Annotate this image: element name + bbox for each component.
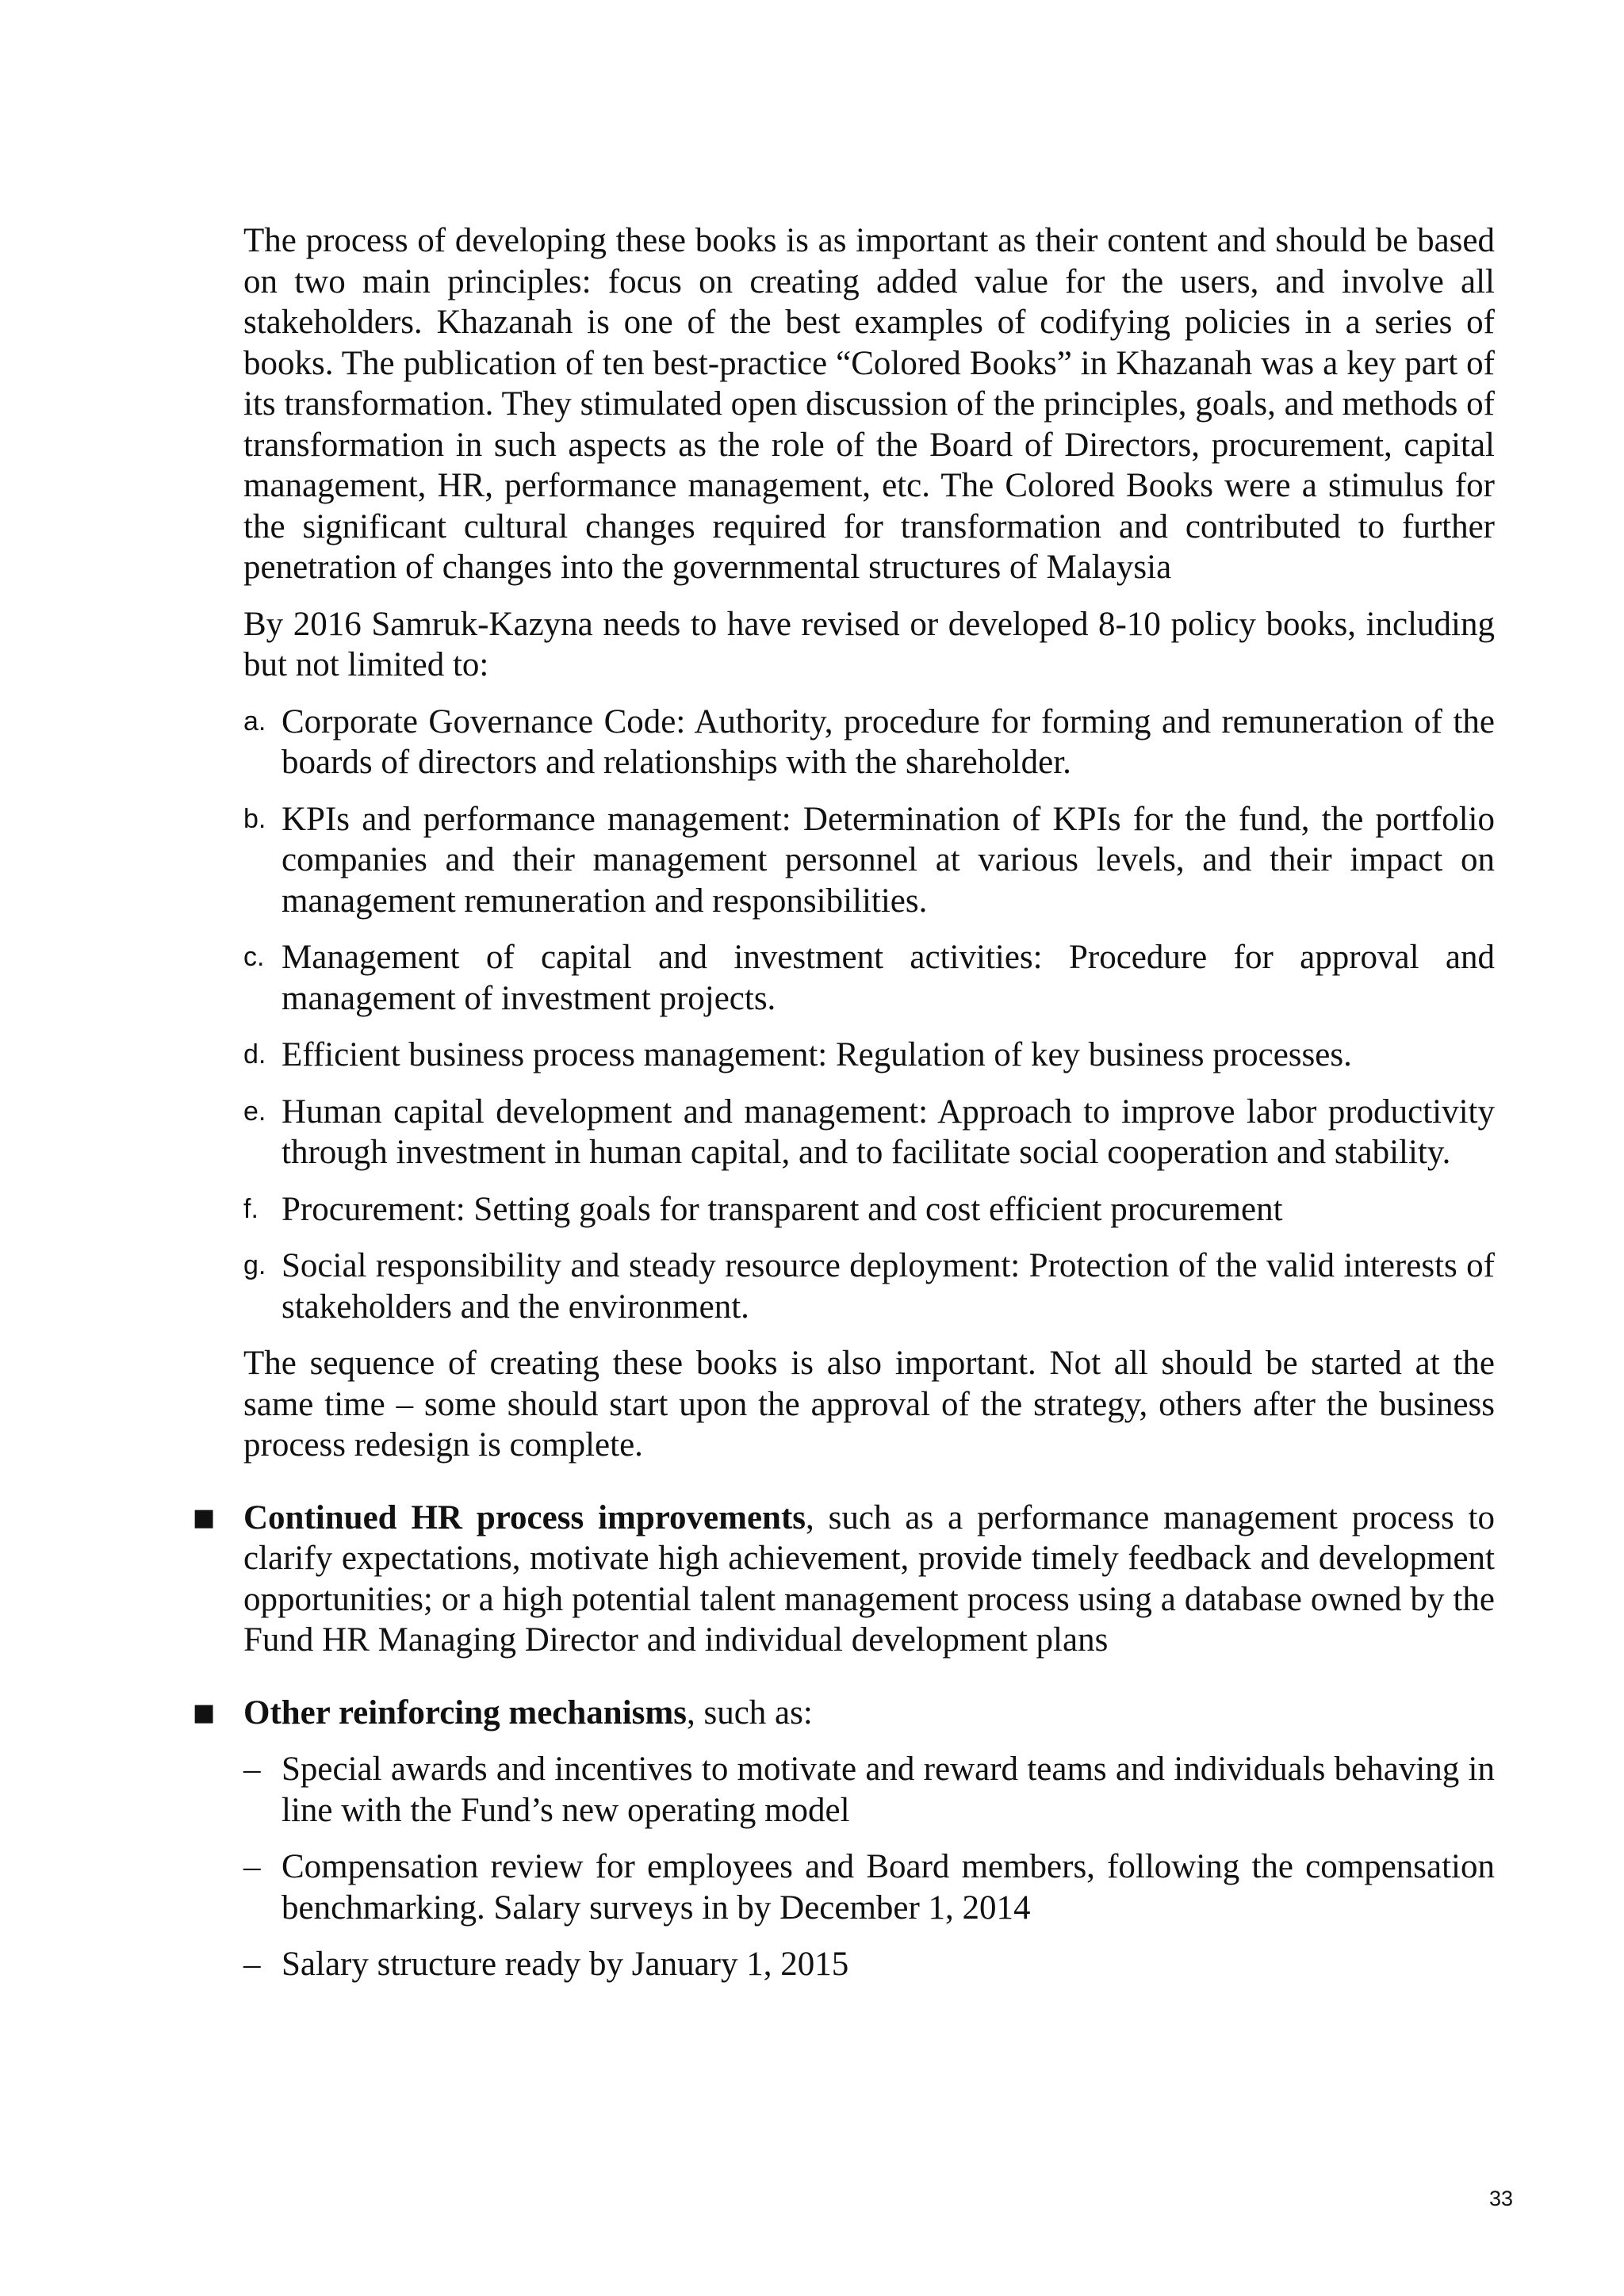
other-bullet-heading: Other reinforcing mechanisms (243, 1693, 687, 1732)
list-item-text: KPIs and performance management: Determination of KPIs for the fund, the portfolio companies and their management personnel at various levels, and their impact on management remuneration and responsibilities. (282, 800, 1495, 920)
list-item (243, 702, 1495, 783)
list-marker: a. (243, 706, 266, 737)
list-marker: d. (243, 1039, 266, 1070)
square-bullet-icon: ■ (193, 1503, 216, 1532)
list-item-text: Social responsibility and steady resource deployment: Protection of the valid interests of stakeholders and the environment. (282, 1247, 1495, 1326)
other-bullet-text: , such as: (686, 1693, 813, 1732)
page-number: 33 (1488, 2187, 1513, 2210)
page-content (193, 220, 1496, 2001)
list-item (243, 1246, 1495, 1327)
list-item-text: Compensation review for employees and Board members, following the compensation benchmarking. Salary surveys in by December 1, 2014 (282, 1848, 1495, 1927)
dash-marker: – (243, 1751, 261, 1788)
list-item-text: Human capital development and management: Approach to improve labor productivity through investment in human capital, and to facilitate social cooperation and stability. (282, 1093, 1495, 1171)
list-item (243, 799, 1495, 922)
list-marker: f. (243, 1193, 259, 1224)
hr-bullet-text: , such as a performance management process to clarify expectations, motivate high achievement, provide timely feedback and development opportunities; or a high potential talent management process using a database owned by the Fund HR Managing Director and individual development plans (243, 1498, 1496, 1659)
policy-books-target-paragraph: By 2016 Samruk-Kazyna needs to have revised or developed 8-10 policy books, including but not limited to: (243, 605, 1495, 683)
list-item (243, 1189, 1495, 1230)
square-bullet-icon: ■ (193, 1698, 216, 1727)
list-item (243, 1846, 1495, 1928)
sequence-paragraph: The sequence of creating these books is also important. Not all should be started at the same time – some should start upon the approval of the strategy, others after the business process redesign is complete. (243, 1345, 1495, 1464)
list-item-text: Efficient business process management: Regulation of key business processes. (282, 1036, 1352, 1073)
list-marker: g. (243, 1250, 266, 1280)
list-item (243, 937, 1495, 1019)
list-marker: b. (243, 803, 266, 834)
list-marker: c. (243, 942, 265, 972)
hr-bullet-heading: Continued HR process improvements (243, 1498, 806, 1536)
list-item (243, 1092, 1495, 1173)
list-item (243, 1035, 1495, 1076)
dash-marker: – (243, 1848, 261, 1885)
dash-marker: – (243, 1946, 261, 1983)
list-item-text: Procurement: Setting goals for transparent and cost efficient procurement (282, 1190, 1283, 1228)
list-item (243, 1749, 1495, 1831)
reinforcing-mechanisms-bullet (193, 1693, 1495, 1734)
policy-books-list (243, 702, 1495, 1328)
list-item-text: Corporate Governance Code: Authority, procedure for forming and remuneration of the boards of directors and relationships with the shareholder. (282, 702, 1495, 781)
list-item-text: Management of capital and investment activities: Procedure for approval and management of investment projects. (282, 939, 1495, 1017)
list-item (243, 1944, 1495, 1985)
list-item-text: Salary structure ready by January 1, 2015 (282, 1946, 849, 1983)
intro-paragraph: The process of developing these books is as important as their content and should be based on two main principles: focus on creating added value for the users, and involve all stakeholders. Khazanah is one of the best examples of codifying policies in a series of books. The publication of ten best-practice “Colored Books” in Khazanah was a key part of its transformation. They stimulated open discussion of the principles, goals, and methods of transformation in such aspects as the role of the Board of Directors, procurement, capital management, HR, performance management, etc. The Colored Books were a stimulus for the significant cultural changes required for transformation and contributed to further penetration of changes into the governmental structures of Malaysia (243, 222, 1495, 586)
list-item-text: Special awards and incentives to motivate and reward teams and individuals behaving in line with the Fund’s new operating model (282, 1751, 1495, 1829)
list-marker: e. (243, 1096, 266, 1127)
mechanisms-list (243, 1749, 1495, 1985)
hr-improvements-bullet (193, 1498, 1496, 1661)
